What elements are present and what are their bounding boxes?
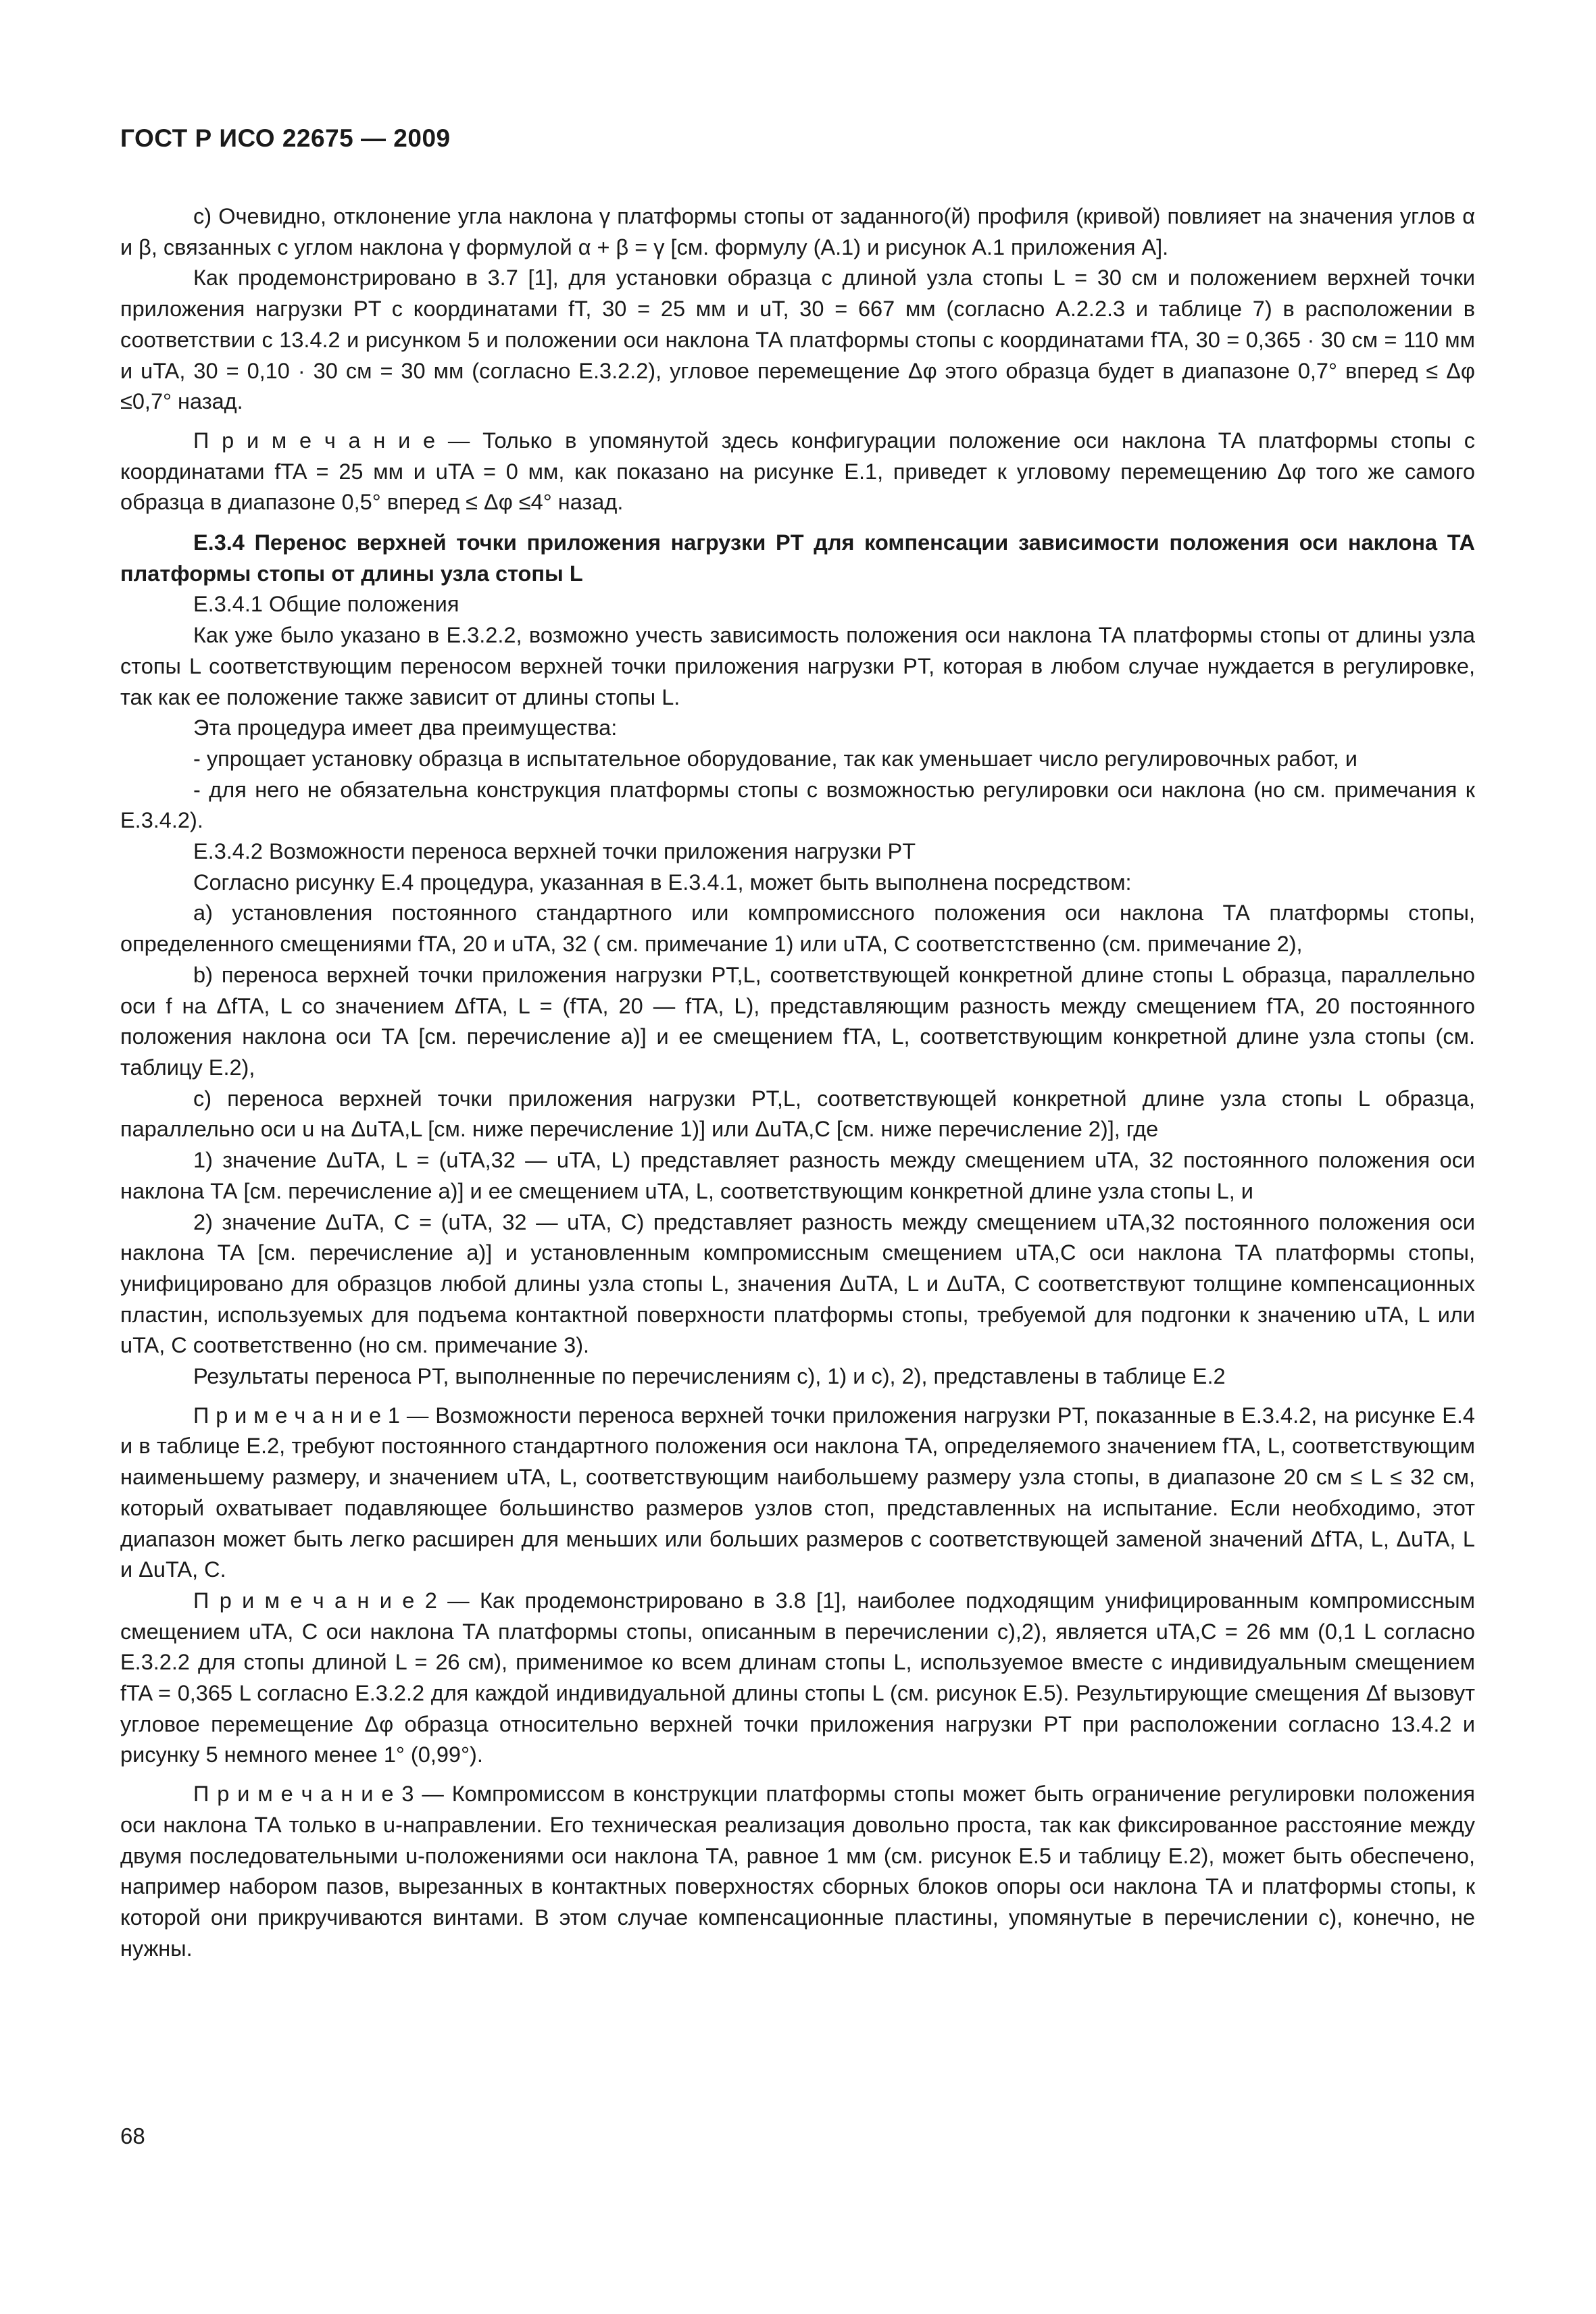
list-item: - упрощает установку образца в испытательное оборудование, так как уменьшает число регулировочных работ, и: [193, 746, 1357, 771]
list-item: b) переноса верхней точки приложения нагрузки PT,L, соответствующей конкретной длине стопы L образца, параллельно оси f на ΔfTA, L со значением ΔfTA, L = (fTA, 20 — fTA, L), представляющим разность между смещением fTA, 20 постоянного положения наклона оси ТА [см. перечисление a)] и ее смещением fTA, L, соответствующим конкретной длине узла стопы (см. таблицу Е.2),: [120, 962, 1475, 1080]
note: П р и м е ч а н и е 3 — Компромиссом в конструкции платформы стопы может быть ограничение регулировки положения оси наклона ТА только в u-направлении. Его техническая реализация довольно проста, так как фиксированное расстояние между двумя последовательными u-положениями оси наклона ТА, равное 1 мм (см. рисунок Е.5 и таблицу Е.2), может быть обеспечено, например набором пазов, вырезанных в контактных поверхностях сборных блоков опоры оси наклона ТА и платформы стопы, к которой они прикручиваются винтами. В этом случае компенсационные пластины, упомянутые в перечислении c), конечно, не нужны.: [120, 1782, 1475, 1961]
note: П р и м е ч а н и е 1 — Возможности переноса верхней точки приложения нагрузки PT, показанные в Е.3.4.2, на рисунке Е.4 и в таблице Е.2, требуют постоянного стандартного положения оси наклона ТА, определяемого значением fTA, L, соответствующим наименьшему размеру, и значением uTA, L, соответствующим наибольшему размеру узла стопы, в диапазоне 20 см ≤ L ≤ 32 см, который охватывает подавляющее большинство размеров узлов стоп, представленных на испытание. Если необходимо, этот диапазон может быть легко расширен для меньших или больших размеров с соответствующей заменой значений ΔfTA, L, ΔuTA, L и ΔuTA, C.: [120, 1403, 1475, 1582]
paragraph: Согласно рисунку Е.4 процедура, указанная в Е.3.4.1, может быть выполнена посредством:: [193, 870, 1132, 895]
list-item: a) установления постоянного стандартного или компромиссного положения оси наклона ТА платформы стопы, определенного смещениями fTA, 20 и uTA, 32 ( см. примечание 1) или uTA, C соответстственно (см. примечание 2),: [120, 901, 1475, 957]
paragraph: Эта процедура имеет два преимущества:: [193, 715, 618, 740]
list-item: c) переноса верхней точки приложения нагрузки PT,L, соответствующей конкретной длине узла стопы L образца, параллельно оси u на ΔuTA,L [см. ниже перечисление 1)] или ΔuTA,C [см. ниже перечисление 2)], где: [120, 1086, 1475, 1142]
note: П р и м е ч а н и е 2 — Как продемонстрировано в 3.8 [1], наиболее подходящим унифицированным компромиссным смещением uTA, C оси наклона ТА платформы стопы, описанным в перечислении c),2), является uTA,C = 26 мм (0,1 L согласно Е.3.2.2 для стопы длиной L = 26 см), применимое ко всем длинам стопы L, используемое вместе с индивидуальным смещением fTA = 0,365 L согласно Е.3.2.2 для каждой индивидуальной длины стопы L (см. рисунок Е.5). Результирующие смещения Δf вызовут угловое перемещение Δφ образца относительно верхней точки приложения нагрузки PT при расположении согласно 13.4.2 и рисунку 5 немного менее 1° (0,99°).: [120, 1588, 1475, 1767]
subsection-heading: Е.3.4.2 Возможности переноса верхней точки приложения нагрузки PT: [193, 839, 916, 864]
list-item: 2) значение ΔuTA, C = (uTA, 32 — uTA, C) представляет разность между смещением uTA,32 постоянного положения оси наклона ТА [см. перечисление a)] и установленным компромиссным смещением uTA,C оси наклона ТА платформы стопы, унифицировано для образцов любой длины узла стопы L, значения ΔuTA, L и ΔuTA, C соответствуют толщине компенсационных пластин, используемых для подъема контактной поверхности платформы стопы, требуемой для подгонки к значению uTA, L или uTA, C соответственно (но см. примечание 3).: [120, 1209, 1475, 1358]
note: П р и м е ч а н и е — Только в упомянутой здесь конфигурации положение оси наклона ТА платформы стопы с координатами fTA = 25 мм и uTA = 0 мм, как показано на рисунке Е.1, приведет к угловому перемещению Δφ того же самого образца в диапазоне 0,5° вперед ≤ Δφ ≤4° назад.: [120, 428, 1475, 515]
paragraph: Как уже было указано в Е.3.2.2, возможно учесть зависимость положения оси наклона ТА платформы стопы от длины узла стопы L соответствующим переносом верхней точки приложения нагрузки PT, которая в любом случае нуждается в регулировке, так как ее положение также зависит от длины стопы L.: [120, 623, 1475, 709]
page-number: 68: [120, 2123, 145, 2148]
paragraph: Как продемонстрировано в 3.7 [1], для установки образца с длиной узла стопы L = 30 см и положением верхней точки приложения нагрузки PT с координатами fT, 30 = 25 мм и uT, 30 = 667 мм (согласно А.2.2.3 и таблице 7) в расположении в соответствии с 13.4.2 и рисунком 5 и положении оси наклона ТА платформы стопы с координатами fTA, 30 = 0,365 · 30 см = 110 мм и uTA, 30 = 0,10 · 30 см = 30 мм (согласно Е.3.2.2), угловое перемещение Δφ этого образца будет в диапазоне 0,7° вперед ≤ Δφ ≤0,7° назад.: [120, 266, 1475, 414]
section-heading: Е.3.4 Перенос верхней точки приложения нагрузки PT для компенсации зависимости положения оси наклона ТА платформы стопы от длины узла стопы L: [120, 530, 1475, 586]
paragraph: Результаты переноса PT, выполненные по перечислениям c), 1) и c), 2), представлены в таблице Е.2: [193, 1364, 1226, 1389]
page-header: ГОСТ Р ИСО 22675 — 2009: [120, 124, 451, 152]
subsection-heading: Е.3.4.1 Общие положения: [193, 592, 459, 617]
list-item: 1) значение ΔuTA, L = (uTA,32 — uTA, L) представляет разность между смещением uTA, 32 постоянного положения оси наклона ТА [см. перечисление a)] и ее смещением uTA, L, соответствующим конкретной длине узла стопы L, и: [120, 1148, 1475, 1203]
body-text: [120, 201, 1475, 1964]
list-item: - для него не обязательна конструкция платформы стопы с возможностью регулировки оси наклона (но см. примечания к Е.3.4.2).: [120, 777, 1475, 833]
paragraph: c) Очевидно, отклонение угла наклона γ платформы стопы от заданного(й) профиля (кривой) повлияет на значения углов α и β, связанных с углом наклона γ формулой α + β = γ [см. формулу (А.1) и рисунок А.1 приложения А].: [120, 204, 1475, 259]
